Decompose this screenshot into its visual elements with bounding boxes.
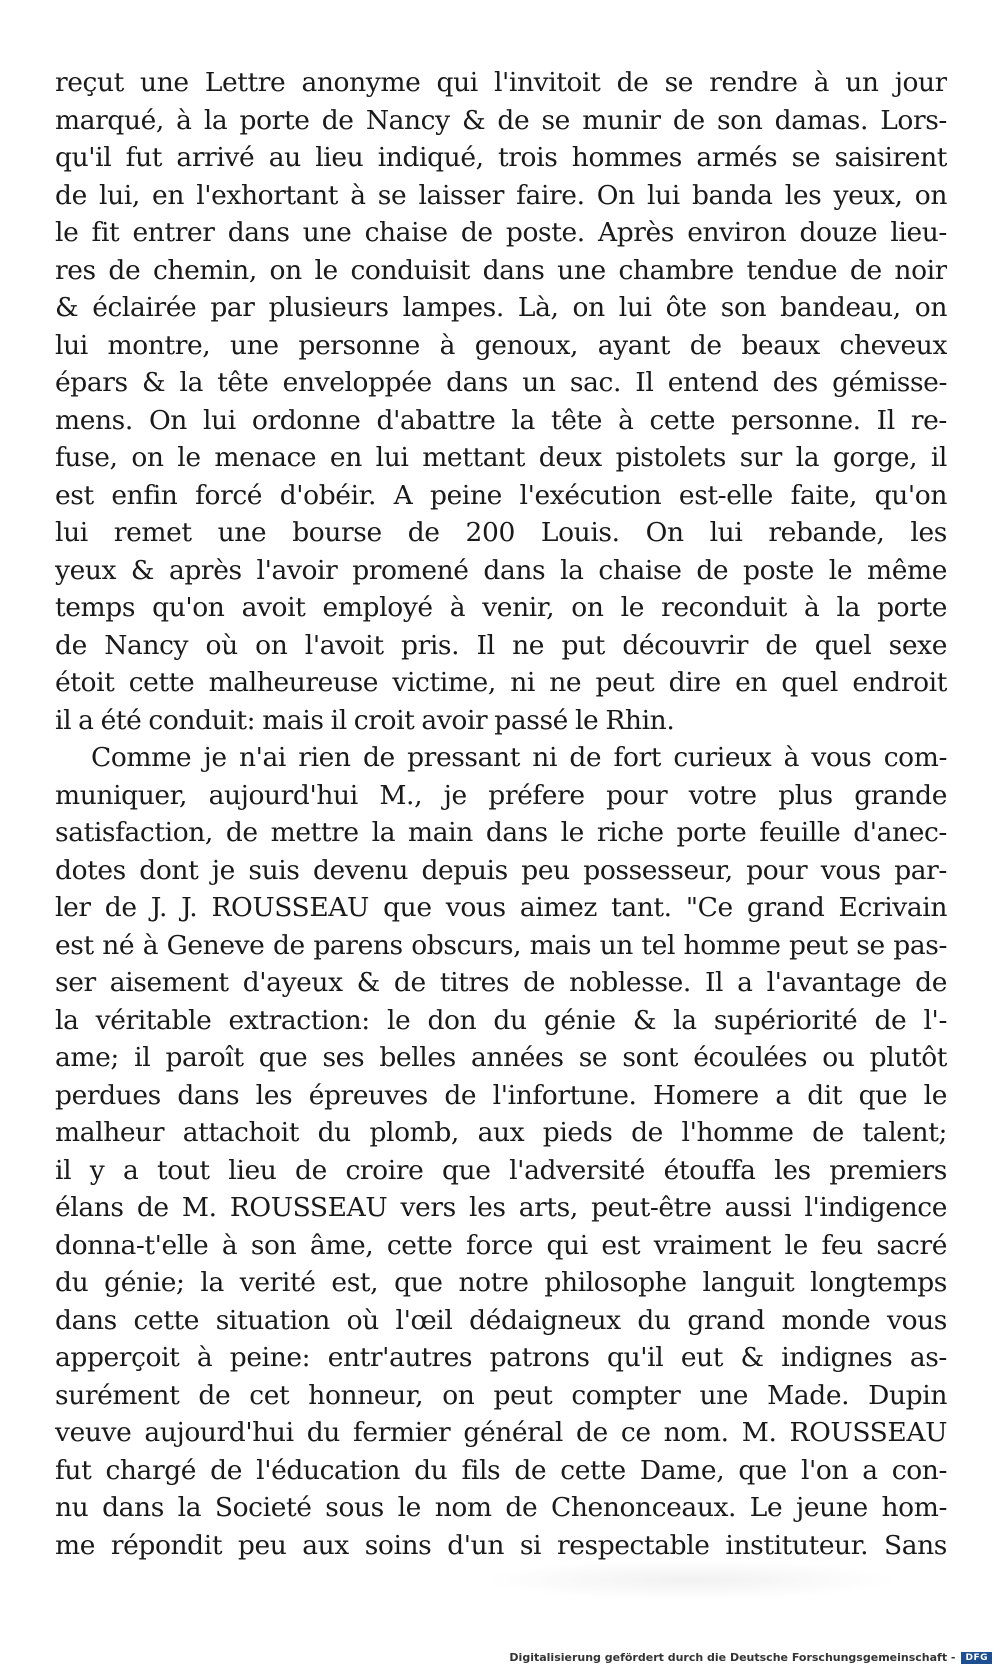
text-line: la véritable extraction: le don du génie & la supériorité de l'- xyxy=(55,1004,947,1036)
text-line: élans de M. ROUSSEAU vers les arts, peut-être aussi l'indigence xyxy=(55,1192,947,1223)
text-line: perdues dans les épreuves de l'infortune. Homere a dit que le xyxy=(55,1079,947,1111)
text-line: malheur attachoit du plomb, aux pieds de l'homme de talent; xyxy=(55,1117,947,1148)
text-line: & éclairée par plusieurs lampes. Là, on lui ôte son bandeau, on xyxy=(55,292,947,323)
text-line: lui remet une bourse de 200 Louis. On lui rebande, les xyxy=(55,517,947,548)
text-line: épars & la tête enveloppée dans un sac. Il entend des gémisse- xyxy=(55,367,947,398)
text-line: donna-t'elle à son âme, cette force qui est vraiment le feu sacré xyxy=(55,1229,947,1261)
text-line: dotes dont je suis devenu depuis peu possesseur, pour vous par- xyxy=(55,854,947,886)
text-line: il y a tout lieu de croire que l'adversité étouffa les premiers xyxy=(55,1154,947,1186)
paragraph-start-line: Comme je n'ai rien de pressant ni de fort curieux à vous com- xyxy=(91,742,947,773)
text-line: étoit cette malheureuse victime, ni ne peut dire en quel endroit xyxy=(55,667,947,698)
text-line: marqué, à la porte de Nancy & de se munir de son damas. Lors- xyxy=(55,104,947,136)
text-line: dans cette situation où l'œil dédaigneux du grand monde vous xyxy=(55,1304,947,1336)
text-line: ser aisement d'ayeux & de titres de noblesse. Il a l'avantage de xyxy=(55,967,947,998)
text-line: lui montre, une personne à genoux, ayant de beaux cheveux xyxy=(55,329,947,361)
dfg-logo: DFG xyxy=(961,1652,992,1664)
text-line: mens. On lui ordonne d'abattre la tête à cette personne. Il re- xyxy=(55,404,947,436)
digitization-footer xyxy=(509,1651,992,1664)
text-line: le fit entrer dans une chaise de poste. Après environ douze lieu- xyxy=(55,217,947,248)
text-line: est né à Geneve de parens obscurs, mais un tel homme peut se pas- xyxy=(55,929,947,961)
text-line: reçut une Lettre anonyme qui l'invitoit de se rendre à un jour xyxy=(55,67,947,98)
text-line: ame; il paroît que ses belles années se sont écoulées ou plutôt xyxy=(55,1042,947,1073)
text-line: de Nancy où on l'avoit pris. Il ne put découvrir de quel sexe xyxy=(55,629,947,661)
text-line: fuse, on le menace en lui mettant deux pistolets sur la gorge, il xyxy=(55,442,947,473)
text-line: qu'il fut arrivé au lieu indiqué, trois hommes armés se saisirent xyxy=(55,142,947,173)
text-line: ler de J. J. ROUSSEAU que vous aimez tant. "Ce grand Ecrivain xyxy=(55,892,947,923)
text-line: nu dans la Societé sous le nom de Chenonceaux. Le jeune hom- xyxy=(55,1492,947,1523)
text-line: fut chargé de l'éducation du fils de cette Dame, que l'on a con- xyxy=(55,1454,947,1486)
page-body-text xyxy=(55,64,947,1564)
text-line: apperçoit à peine: entr'autres patrons qu'il eut & indignes as- xyxy=(55,1342,947,1373)
text-line: de lui, en l'exhortant à se laisser faire. On lui banda les yeux, on xyxy=(55,179,947,211)
text-line: satisfaction, de mettre la main dans le riche porte feuille d'anec- xyxy=(55,817,947,848)
text-line: muniquer, aujourd'hui M., je préfere pour votre plus grande xyxy=(55,779,947,811)
text-line: veuve aujourd'hui du fermier général de ce nom. M. ROUSSEAU xyxy=(55,1417,947,1448)
paragraph-end-line: il a été conduit: mais il croit avoir passé le Rhin. xyxy=(55,704,675,736)
text-line: temps qu'on avoit employé à venir, on le reconduit à la porte xyxy=(55,592,947,623)
text-line: me répondit peu aux soins d'un si respectable instituteur. Sans xyxy=(55,1529,947,1561)
footer-credit-text: Digitalisierung gefördert durch die Deutsche Forschungsgemeinschaft - xyxy=(509,1651,956,1664)
text-line: surément de cet honneur, on peut compter une Made. Dupin xyxy=(55,1379,947,1411)
text-line: yeux & après l'avoir promené dans la chaise de poste le même xyxy=(55,554,947,586)
text-line: du génie; la verité est, que notre philosophe languit longtemps xyxy=(55,1267,947,1298)
text-line: est enfin forcé d'obéir. A peine l'exécution est-elle faite, qu'on xyxy=(55,479,947,511)
text-line: res de chemin, on le conduisit dans une chambre tendue de noir xyxy=(55,254,947,286)
bleed-through-smudge xyxy=(480,1560,900,1600)
